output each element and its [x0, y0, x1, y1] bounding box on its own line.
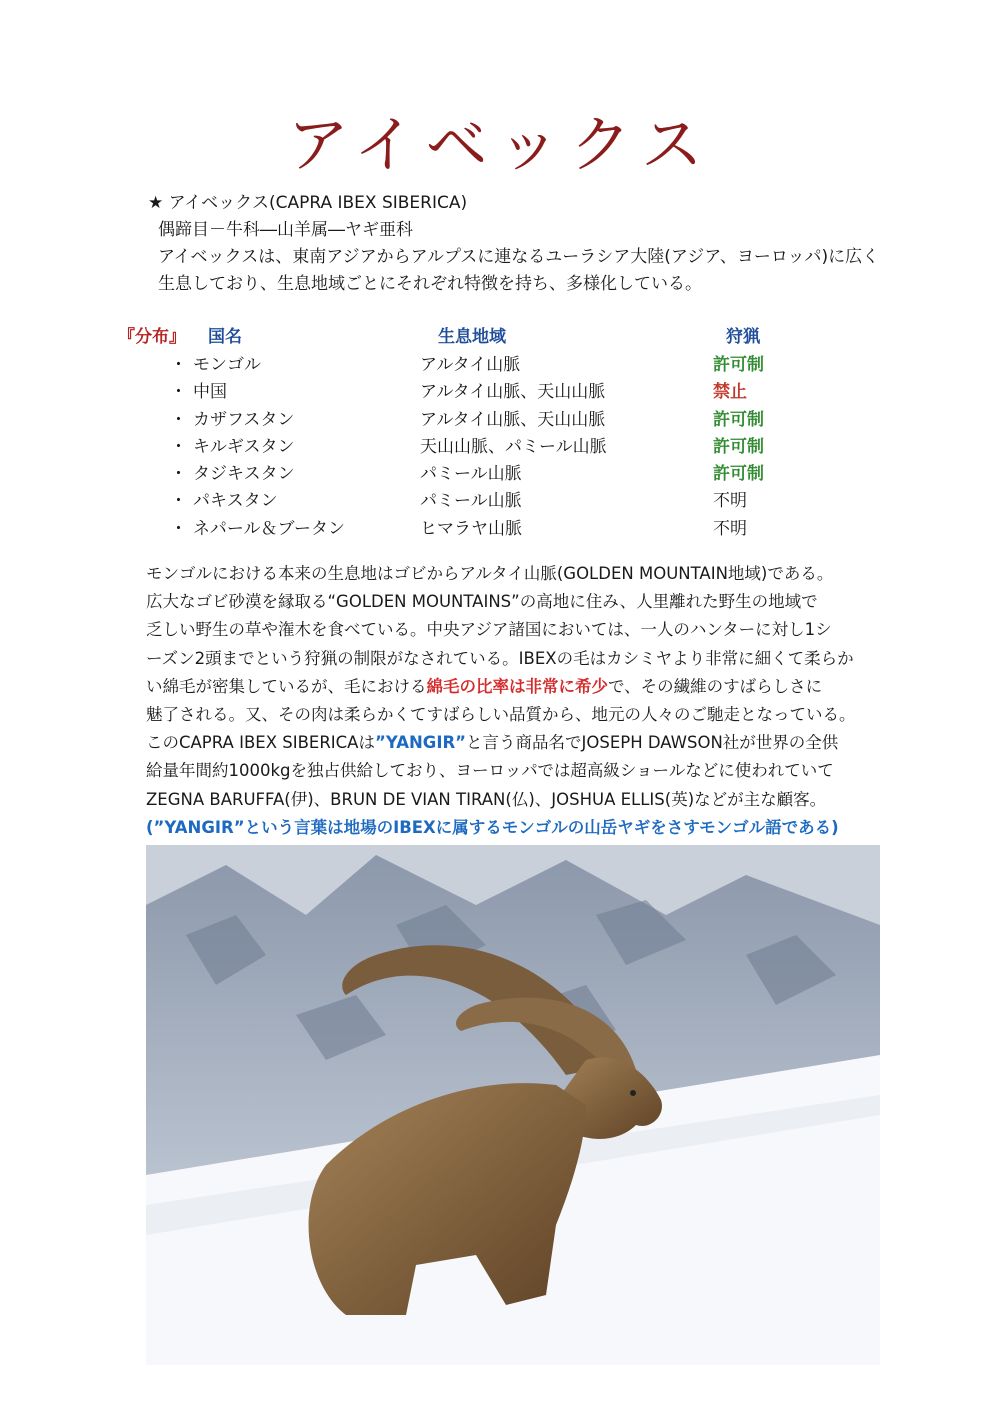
row-region: アルタイ山脈: [420, 355, 521, 375]
row-region: 天山山脈、パミール山脈: [420, 436, 607, 457]
ibex-eye: [630, 1090, 636, 1096]
ibex-illustration: [146, 845, 880, 1365]
row-region: アルタイ山脈、天山山脈: [420, 382, 606, 403]
distribution-table: [118, 322, 818, 541]
distribution-row: [118, 377, 818, 404]
row-hunting-status: 不明: [713, 518, 747, 539]
body-text-segment: い綿毛が密集しているが、毛における: [146, 676, 427, 696]
body-line: 広大なゴビ砂漠を縁取る“GOLDEN MOUNTAINS”の高地に住み、人里離れた野生の地域で: [146, 592, 818, 612]
body-line: ーズン2頭までという狩猟の制限がなされている。IBEXの毛はカシミヤより非常に細くて柔らか: [146, 648, 854, 668]
distribution-row: [118, 432, 818, 459]
highlight-red-text: 綿毛の比率は非常に希少: [426, 676, 608, 696]
row-country: パキスタン: [193, 491, 278, 512]
distribution-row: [118, 514, 818, 541]
row-country: カザフスタン: [193, 409, 295, 430]
description-line-1: アイベックスは、東南アジアからアルプスに連なるユーラシア大陸(アジア、ヨーロッパ)に広く: [158, 247, 880, 267]
row-region: パミール山脈: [420, 491, 522, 512]
header-hunting: 狩猟: [726, 327, 760, 347]
page-title: アイベックス: [287, 108, 713, 181]
row-hunting-status: 不明: [713, 491, 747, 512]
header-region: 生息地域: [438, 327, 506, 347]
body-line: [146, 673, 886, 701]
row-country: キルギスタン: [193, 436, 295, 457]
body-line: 給量年間約1000kgを独占供給しており、ヨーロッパでは超高級ショールなどに使われていて: [146, 761, 834, 781]
row-country: モンゴル: [193, 355, 261, 375]
highlight-blue-text: ”YANGIR”: [374, 733, 467, 753]
body-text-segment: で、その繊維のすばらしさに: [608, 676, 823, 696]
species-heading: ★ アイベックス(CAPRA IBEX SIBERICA): [148, 193, 468, 213]
body-line: [146, 729, 886, 757]
row-hunting-status: 許可制: [713, 436, 764, 457]
header-country: 国名: [208, 327, 242, 347]
body-paragraph: [146, 560, 886, 842]
distribution-label: 『分布』: [118, 327, 186, 347]
body-text-segment: このCAPRA IBEX SIBERICAは: [146, 733, 375, 753]
row-bullet: ・: [170, 491, 187, 512]
row-hunting-status: 許可制: [713, 409, 764, 430]
body-text-segment: と言う商品名でJOSEPH DAWSON社が世界の全供: [466, 733, 839, 753]
row-country: タジキスタン: [193, 464, 295, 485]
yangir-note: (”YANGIR”という言葉は地場のIBEXに属するモンゴルの山岳ヤギをさすモンゴル語である): [146, 817, 839, 837]
row-hunting-status: 許可制: [713, 464, 764, 485]
body-line: 乏しい野生の草や潅木を食べている。中央アジア諸国においては、一人のハンターに対し1シ: [146, 620, 832, 640]
row-country: ネパール＆ブータン: [193, 518, 345, 539]
body-line: 魅了される。又、その肉は柔らかくてすばらしい品質から、地元の人々のご馳走となっている。: [146, 705, 856, 725]
row-region: ヒマラヤ山脈: [420, 518, 522, 539]
taxonomy-line: 偶蹄目－牛科―山羊属―ヤギ亜科: [158, 220, 413, 240]
distribution-row: [118, 350, 818, 377]
intro-section: [148, 190, 908, 298]
distribution-header: [118, 322, 818, 350]
row-bullet: ・: [170, 518, 187, 539]
distribution-row: [118, 459, 818, 486]
row-bullet: ・: [170, 409, 187, 430]
description-line-2: 生息しており、生息地域ごとにそれぞれ特徴を持ち、多様化している。: [158, 274, 702, 294]
row-country: 中国: [193, 382, 227, 403]
row-hunting-status: 許可制: [713, 355, 764, 375]
distribution-row: [118, 405, 818, 432]
ibex-photo: [146, 845, 880, 1365]
row-bullet: ・: [170, 355, 187, 375]
row-bullet: ・: [170, 464, 187, 485]
row-hunting-status: 禁止: [713, 382, 747, 403]
row-bullet: ・: [170, 382, 187, 403]
row-bullet: ・: [170, 436, 187, 457]
row-region: アルタイ山脈、天山山脈: [420, 409, 606, 430]
row-region: パミール山脈: [420, 464, 522, 485]
distribution-row: [118, 486, 818, 513]
body-line: モンゴルにおける本来の生息地はゴビからアルタイ山脈(GOLDEN MOUNTAIN地域)である。: [146, 564, 834, 583]
body-line: ZEGNA BARUFFA(伊)、BRUN DE VIAN TIRAN(仏)、JOSHUA ELLIS(英)などが主な顧客。: [146, 789, 827, 809]
